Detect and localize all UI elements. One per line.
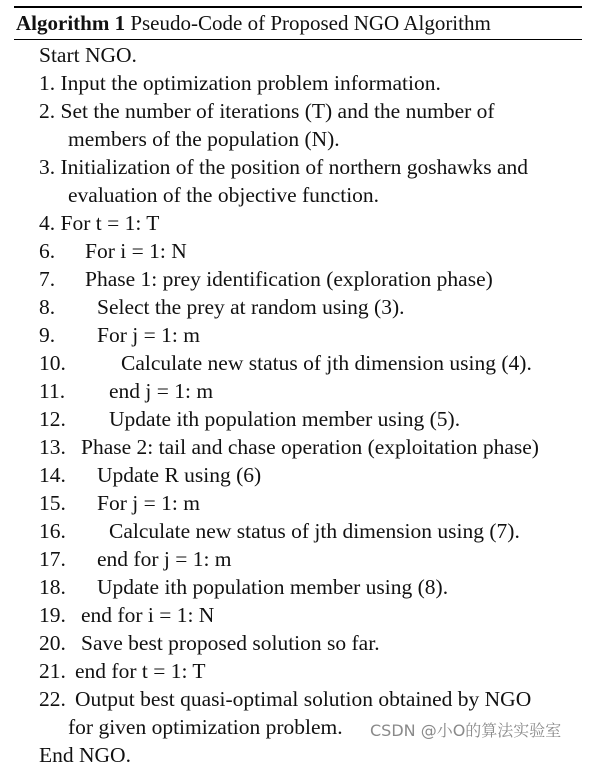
algorithm-line: 11. end j = 1: m bbox=[39, 379, 214, 403]
algorithm-line: 17. end for j = 1: m bbox=[39, 547, 232, 571]
algorithm-line: 20. Save best proposed solution so far. bbox=[39, 631, 380, 655]
algorithm-line: for given optimization problem. bbox=[68, 715, 343, 739]
algorithm-title: Pseudo-Code of Proposed NGO Algorithm bbox=[130, 11, 491, 35]
csdn-watermark: CSDN @小O的算法实验室 bbox=[370, 721, 562, 740]
algorithm-line: 2. Set the number of iterations (T) and the number of bbox=[39, 99, 495, 123]
algorithm-line: 9. For j = 1: m bbox=[39, 323, 200, 347]
algorithm-line: 4. For t = 1: T bbox=[39, 211, 160, 235]
algorithm-caption bbox=[14, 8, 582, 39]
algorithm-line: 21. end for t = 1: T bbox=[39, 659, 206, 683]
algorithm-line: 1. Input the optimization problem information. bbox=[39, 71, 441, 95]
algorithm-line: 3. Initialization of the position of northern goshawks and bbox=[39, 155, 529, 179]
algorithm-line: 10. Calculate new status of jth dimension using (4). bbox=[39, 351, 532, 375]
algorithm-line: 7. Phase 1: prey identification (exploration phase) bbox=[39, 267, 493, 291]
algorithm-line: 6. For i = 1: N bbox=[39, 239, 187, 263]
algorithm-line: Start NGO. bbox=[39, 43, 137, 67]
algorithm-line: evaluation of the objective function. bbox=[68, 183, 380, 207]
algorithm-line: 14. Update R using (6) bbox=[39, 463, 262, 487]
algorithm-line: 8. Select the prey at random using (3). bbox=[39, 295, 405, 319]
algorithm-label: Algorithm 1 bbox=[16, 11, 126, 35]
algorithm-line: members of the population (N). bbox=[68, 127, 340, 151]
algorithm-line: End NGO. bbox=[39, 743, 131, 767]
algorithm-line: 16. Calculate new status of jth dimension using (7). bbox=[39, 519, 520, 543]
algorithm-line: 12. Update ith population member using (5). bbox=[39, 407, 461, 431]
caption-rule bbox=[14, 39, 582, 40]
algorithm-line: 18. Update ith population member using (8). bbox=[39, 575, 449, 599]
algorithm-line: 22. Output best quasi-optimal solution obtained by NGO bbox=[39, 687, 532, 711]
algorithm-line: 13. Phase 2: tail and chase operation (exploitation phase) bbox=[39, 435, 539, 459]
algorithm-line: 15. For j = 1: m bbox=[39, 491, 200, 515]
algorithm-line: 19. end for i = 1: N bbox=[39, 603, 215, 627]
